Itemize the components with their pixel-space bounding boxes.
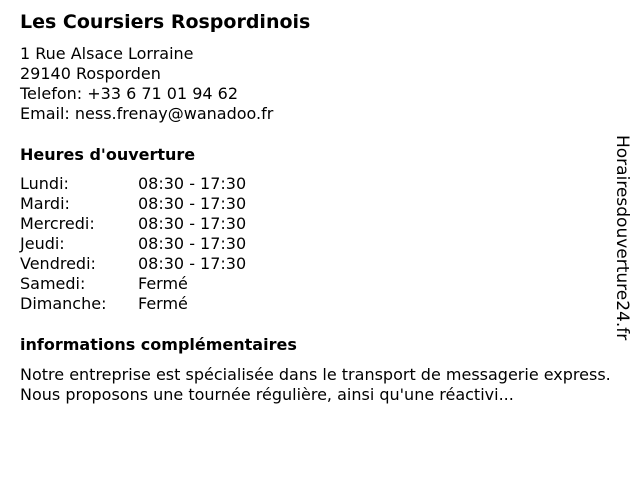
day-label: Lundi: <box>20 174 69 193</box>
day-label: Jeudi: <box>20 234 65 253</box>
address-city: 29140 Rosporden <box>20 64 161 83</box>
day-label: Mercredi: <box>20 214 95 233</box>
day-hours: 08:30 - 17:30 <box>138 194 247 213</box>
day-label: Dimanche: <box>20 294 107 313</box>
contact-block <box>20 44 273 124</box>
business-name: Les Coursiers Rospordinois <box>20 11 311 33</box>
day-label: Samedi: <box>20 274 86 293</box>
additional-info-heading: informations complémentaires <box>20 335 297 354</box>
day-hours: Fermé <box>138 274 188 293</box>
email-address: Email: ness.frenay@wanadoo.fr <box>20 104 274 123</box>
day-hours: Fermé <box>138 294 188 313</box>
day-hours: 08:30 - 17:30 <box>138 214 247 233</box>
day-hours: 08:30 - 17:30 <box>138 174 247 193</box>
address-street: 1 Rue Alsace Lorraine <box>20 44 194 63</box>
day-label: Mardi: <box>20 194 70 213</box>
day-hours: 08:30 - 17:30 <box>138 234 247 253</box>
day-hours: 08:30 - 17:30 <box>138 254 247 273</box>
phone-number: Telefon: +33 6 71 01 94 62 <box>20 84 239 103</box>
site-watermark: Horairesdouverture24.fr <box>612 135 632 341</box>
day-label: Vendredi: <box>20 254 96 273</box>
additional-info-text: Notre entreprise est spécialisée dans le transport de messagerie express. Nous proposons une tournée régulière, ainsi qu'une réactivi... <box>20 365 611 404</box>
opening-hours-heading: Heures d'ouverture <box>20 145 196 164</box>
